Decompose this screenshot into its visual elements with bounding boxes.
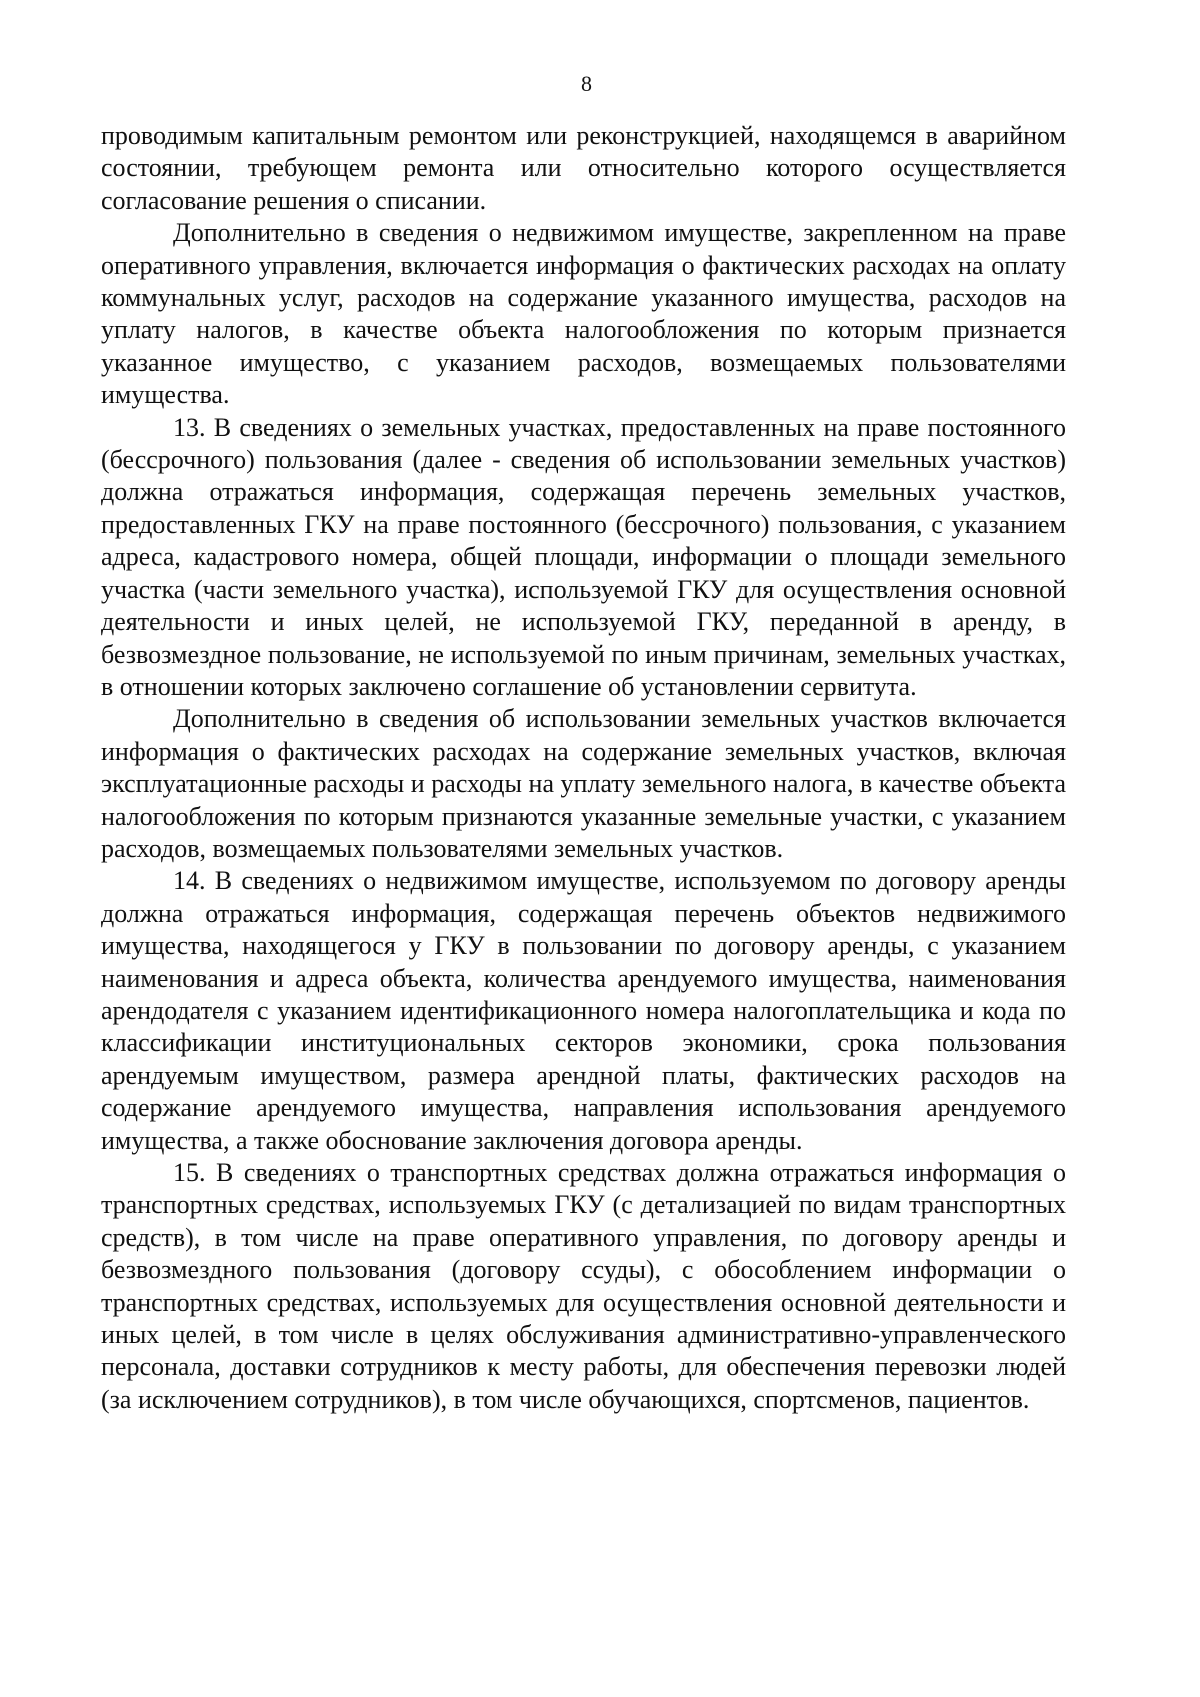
paragraph-13-land-plots: 13. В сведениях о земельных участках, предоставленных на праве постоянного (бессрочного) пользования (далее - сведения об использовании земельных участков) должна отражаться информация, содержащая перечень земельных участков, предоставленных ГКУ на праве постоянного (бессрочного) пользования, с указанием адреса, кадастрового номера, общей площади, информации о площади земельного участка (части земельного участка), используемой ГКУ для осуществления основной деятельности и иных целей, не используемой ГКУ, переданной в аренду, в безвозмездное пользование, не используемой по иным причинам, земельных участках, в отношении которых заключено соглашение об установлении сервитута. (101, 412, 1066, 701)
paragraph-land-plot-expenses: Дополнительно в сведения об использовании земельных участков включается информация о фактических расходах на содержание земельных участков, включая эксплуатационные расходы и расходы на уплату земельного налога, в качестве объекта налогообложения по которым признаются указанные земельные участки, с указанием расходов, возмещаемых пользователями земельных участков. (101, 704, 1066, 863)
page-number: 8 (581, 71, 592, 96)
paragraph-14-leased-property: 14. В сведениях о недвижимом имуществе, используемом по договору аренды должна отражаться информация, содержащая перечень объектов недвижимого имущества, находящегося у ГКУ в пользовании по договору аренды, с указанием наименования и адреса объекта, количества арендуемого имущества, наименования арендодателя с указанием идентификационного номера налогоплательщика и кода по классификации институциональных секторов экономики, срока пользования арендуемым имуществом, размера арендной платы, фактических расходов на содержание арендуемого имущества, направления использования арендуемого имущества, а также обоснование заключения договора аренды. (101, 866, 1066, 1155)
paragraph-continuation: проводимым капитальным ремонтом или реконструкцией, находящемся в аварийном состоянии, требующем ремонта или относительно которого осуществляется согласование решения о списании. (101, 121, 1066, 215)
paragraph-operational-management-expenses: Дополнительно в сведения о недвижимом имуществе, закрепленном на праве оперативного управления, включается информация о фактических расходах на оплату коммунальных услуг, расходов на содержание указанного имущества, расходов на уплату налогов, в качестве объекта налогообложения по которым признается указанное имущество, с указанием расходов, возмещаемых пользователями имущества. (101, 218, 1066, 410)
document-body (101, 120, 1066, 1416)
paragraph-15-vehicles: 15. В сведениях о транспортных средствах должна отражаться информация о транспортных средствах, используемых ГКУ (с детализацией по видам транспортных средств), в том числе на праве оперативного управления, по договору аренды и безвозмездного пользования (договору ссуды), с обособлением информации о транспортных средствах, используемых для осуществления основной деятельности и иных целей, в том числе в целях обслуживания административно-управленческого персонала, доставки сотрудников к месту работы, для обеспечения перевозки людей (за исключением сотрудников), в том числе обучающихся, спортсменов, пациентов. (101, 1158, 1066, 1414)
